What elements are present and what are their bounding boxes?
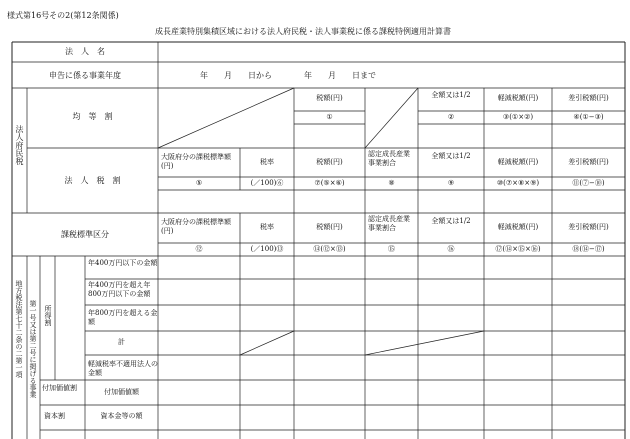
num-5: ⑤ (195, 179, 203, 187)
zengaku-head: 全額又は1/2 (431, 152, 471, 160)
num-12: ⑫ (195, 245, 203, 253)
row-fuchekiyo-label: 軽減税率不適用法人の金額 (88, 360, 158, 377)
nintei-head-2: 認定成長産業事業割合 (368, 215, 410, 232)
row-400-800-label: 年400万円を超え年800万円以下の金額 (88, 281, 151, 298)
sabiki-head: 差引税額(円) (568, 158, 609, 166)
num-8: ⑧ (388, 179, 395, 187)
zengaku-head-2: 全額又は1/2 (431, 217, 471, 225)
shotoku-label: 所得割 (44, 305, 52, 326)
num-14: ⑭(⑫×⑬) (313, 245, 346, 253)
law-label: 地方税法第七十二条の二第一項 (15, 280, 23, 378)
items-label: 第一号又は第二号に掲げる事業 (29, 300, 37, 398)
row-800-label: 年800万円を超える金額 (88, 309, 158, 326)
year-label: 申告に係る事業年度 (49, 71, 121, 80)
num-4: ④(①−③) (573, 113, 604, 121)
num-13: (／100)⑬ (250, 245, 284, 253)
kinto-sabiki-head: 差引税額(円) (568, 94, 609, 102)
num-6: (／100)⑥ (250, 179, 284, 187)
row-total-label: 計 (118, 338, 125, 346)
num-11: ⑪(⑦−⑩) (572, 179, 605, 187)
num-3: ③(①×②) (502, 113, 534, 121)
shihon-item: 資本金等の額 (100, 412, 143, 420)
kinto-label: 均 等 割 (72, 112, 113, 121)
kinto-zeigaku-head: 税額(円) (316, 94, 343, 102)
year-value: 年 月 日から 年 月 日まで (200, 71, 376, 80)
form-number: 様式第16号その2(第12条関係) (7, 11, 119, 20)
nintei-head: 認定成長産業事業割合 (368, 150, 410, 167)
sabiki-head-2: 差引税額(円) (568, 223, 609, 231)
keigen-head: 軽減税額(円) (497, 158, 539, 166)
keigen-head-2: 軽減税額(円) (497, 223, 539, 231)
row-400-label: 年400万円以下の金額 (88, 259, 158, 267)
kinto-keigen-head: 軽減税額(円) (497, 94, 539, 102)
num-1: ① (326, 113, 333, 121)
houjinzeiwari-label: 法 人 税 割 (64, 176, 121, 185)
num-16: ⑯ (447, 245, 455, 253)
num-10: ⑩(⑦×⑧×⑨) (496, 179, 540, 187)
num-18: ⑱(⑭−⑰) (572, 245, 605, 253)
osaka-kazei-head-2: 大阪府分の課税標準額(円) (161, 218, 231, 235)
zeigaku-head: 税額(円) (316, 158, 343, 166)
num-7: ⑦(⑤×⑥) (314, 179, 345, 187)
zeiritsu-head-2: 税率 (260, 223, 274, 231)
fuminzei-label: 法人府民税 (15, 125, 24, 165)
zeigaku-head-2: 税額(円) (316, 223, 343, 231)
num-17: ⑰(⑭×⑮×⑯) (495, 245, 541, 253)
kinto-zengaku-head: 全額又は1/2 (431, 91, 471, 99)
zeiritsu-head: 税率 (260, 158, 274, 166)
num-15: ⑮ (388, 245, 395, 253)
fukakachi-label: 付加価値割 (42, 384, 77, 392)
num-2: ② (447, 113, 455, 121)
kubun-label: 課税標準区分 (61, 230, 109, 239)
corp-name-label: 法 人 名 (65, 47, 105, 56)
form-title: 成長産業特別集積区域における法人府民税・法人事業税に係る課税特例適用計算書 (155, 27, 451, 36)
shihon-label: 資本割 (44, 412, 65, 420)
num-9: ⑨ (447, 179, 455, 187)
osaka-kazei-head: 大阪府分の課税標準額(円) (161, 153, 231, 170)
fukakachi-item: 付加価値額 (104, 388, 139, 396)
